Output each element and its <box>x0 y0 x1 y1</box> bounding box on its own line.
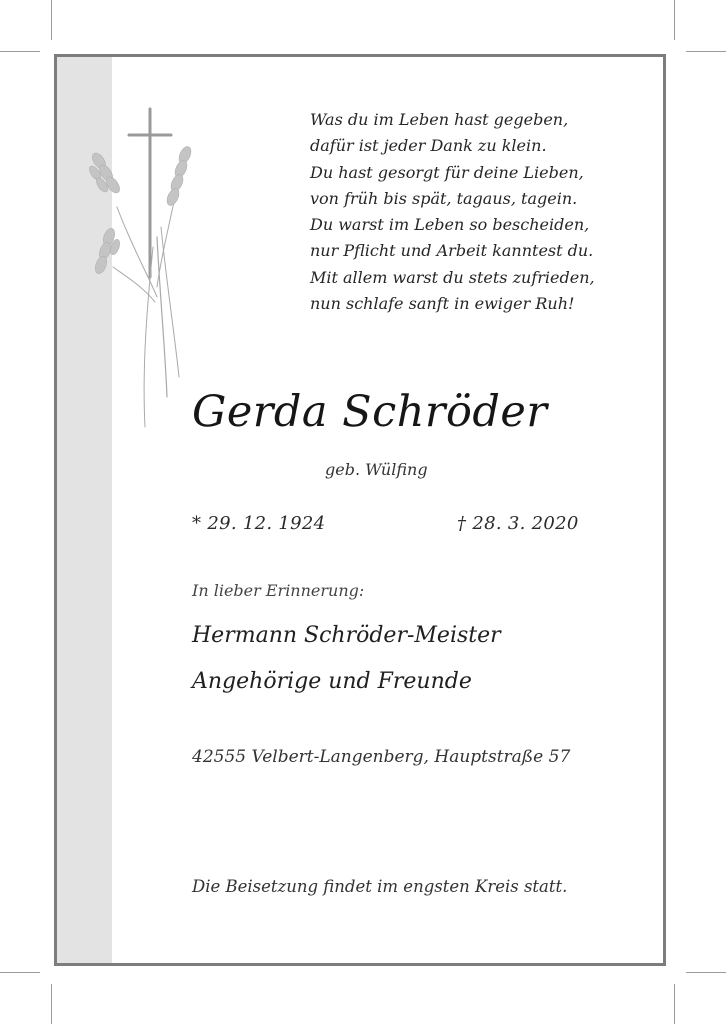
mourner-name: Hermann Schröder-Meister <box>192 623 501 648</box>
death-date: † 28. 3. 2020 <box>457 513 579 534</box>
poem-line: Du warst im Leben so bescheiden, <box>310 215 590 235</box>
poem-line: dafür ist jeder Dank zu klein. <box>310 136 547 156</box>
poem-line: von früh bis spät, tagaus, tagein. <box>310 188 578 208</box>
memory-label: In lieber Erinnerung: <box>192 581 365 600</box>
birth-date: * 29. 12. 1924 <box>192 513 326 534</box>
cross-with-wheat-icon <box>57 97 197 457</box>
crop-mark <box>51 984 52 1024</box>
crop-mark <box>0 972 40 973</box>
obituary-card <box>54 54 666 966</box>
address: 42555 Velbert-Langenberg, Hauptstraße 57 <box>192 747 571 767</box>
poem <box>310 107 595 317</box>
crop-mark <box>0 51 40 52</box>
crop-mark <box>686 972 726 973</box>
birth-name: geb. Wülfing <box>325 460 428 479</box>
poem-line: Du hast gesorgt für deine Lieben, <box>310 162 584 182</box>
poem-line: Mit allem warst du stets zufrieden, <box>310 267 595 287</box>
poem-line: nur Pflicht und Arbeit kanntest du. <box>310 241 594 261</box>
crop-mark <box>674 984 675 1024</box>
mourner-name: Angehörige und Freunde <box>192 669 472 694</box>
poem-line: nun schlafe sanft in ewiger Ruh! <box>310 294 575 314</box>
deceased-name: Gerda Schröder <box>192 387 548 437</box>
poem-line: Was du im Leben hast gegeben, <box>310 110 569 129</box>
crop-mark <box>674 0 675 40</box>
funeral-notice: Die Beisetzung findet im engsten Kreis statt. <box>192 877 568 896</box>
crop-mark <box>686 51 726 52</box>
crop-mark <box>51 0 52 40</box>
